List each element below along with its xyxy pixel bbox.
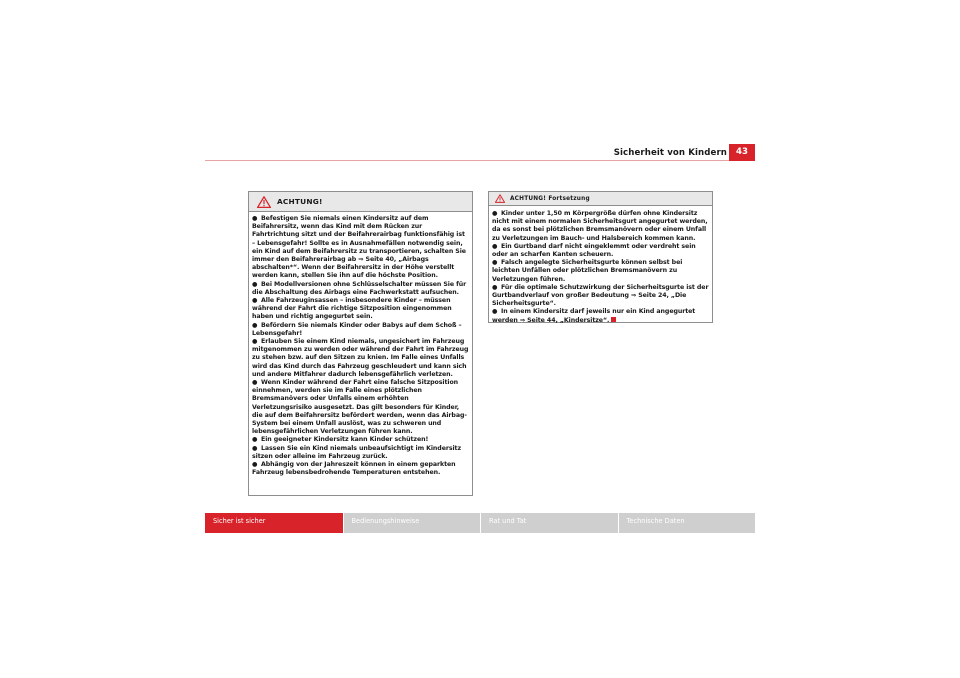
bullet-icon: ● — [252, 436, 258, 444]
bullet-icon: ● — [252, 280, 258, 288]
warning-item: ● In einem Kindersitz darf jeweils nur ein Kind angegurtet werden ⇒ Seite 44, „Kindersitze“. — [492, 308, 696, 324]
bullet-icon: ● — [252, 215, 258, 222]
warning-item: ● Erlauben Sie einem Kind niemals, ungesichert im Fahrzeug mitgenommen zu werden oder während der Fahrt im Fahrzeug zu stehen bzw. auf den Sitzen zu knien. Im Falle eines Unfalls wird das Kind durch das Fahrzeug geschleudert und kann sich und andere Mitfahrer dadurch lebensgefährlich verletzen. — [252, 338, 469, 378]
bullet-icon: ● — [252, 321, 258, 329]
warning-body — [489, 206, 712, 325]
bullet-icon: ● — [252, 338, 258, 346]
warning-triangle-icon — [495, 194, 505, 203]
warning-continued-box — [488, 191, 713, 323]
warning-body — [249, 212, 472, 478]
warning-item: ● Ein Gurtband darf nicht eingeklemmt oder verdreht sein oder an scharfen Kanten scheuern. — [492, 242, 696, 259]
warning-item: ● Für die optimale Schutzwirkung der Sicherheitsgurte ist der Gurtbandverlauf von großer Bedeutung ⇒ Seite 24, „Die Sicherheitsgurte“. — [492, 283, 709, 308]
bullet-icon: ● — [492, 283, 498, 291]
warning-item: ● Ein geeigneter Kindersitz kann Kinder schützen! — [252, 436, 429, 444]
warning-item: ● Lassen Sie ein Kind niemals unbeaufsichtigt im Kindersitz sitzen oder alleine im Fahrzeug zurück. — [252, 444, 462, 460]
footer-tabs — [205, 513, 755, 533]
warning-item: ● Alle Fahrzeuginsassen – insbesondere Kinder – müssen während der Fahrt die richtige Sitzposition eingenommen haben und richtig angegurtet sein. — [252, 297, 452, 321]
tab-rat-und-tat[interactable]: Rat und Tat — [480, 513, 618, 533]
warning-item: ● Wenn Kinder während der Fahrt eine falsche Sitzposition einnehmen, werden sie im Falle eines plötzlichen Bremsmanövers oder Unfalls einem erhöhten Verletzungsrisiko ausgesetzt. Das gilt besonders für Kinder, die auf dem Beifahrersitz befördert werden, wenn das Airbag-System bei einem Unfall auslöst, was zu schweren und lebensgefährlichen Verletzungen führen kann. — [252, 379, 467, 436]
warning-item: ● Kinder unter 1,50 m Körpergröße dürfen ohne Kindersitz nicht mit einem normalen Sicherheitsgurt angegurtet werden, da es sonst bei plötzlichen Bremsmanövern oder einem Unfall zu Verletzungen im Bauch- und Halsbereich kommen kann. — [492, 210, 708, 242]
warning-header — [489, 192, 712, 206]
bullet-icon: ● — [492, 259, 498, 267]
warning-item: ● Bei Modellversionen ohne Schlüsselschalter müssen Sie für die Abschaltung des Airbags eine Fachwerkstatt aufsuchen. — [252, 280, 467, 296]
header-rule — [205, 160, 755, 161]
bullet-icon: ● — [492, 242, 498, 250]
warning-triangle-icon — [257, 196, 271, 208]
tab-technische-daten[interactable]: Technische Daten — [618, 513, 756, 533]
tab-bedienungshinweise[interactable]: Bedienungshinweise — [343, 513, 481, 533]
warning-header — [249, 192, 472, 212]
bullet-icon: ● — [492, 210, 498, 217]
page-number: 43 — [729, 144, 755, 161]
warning-item: ● Befördern Sie niemals Kinder oder Babys auf dem Schoß – Lebensgefahr! — [252, 321, 462, 337]
end-marker-icon — [611, 317, 616, 322]
warning-title: ACHTUNG! — [277, 197, 323, 206]
warning-item: ● Falsch angelegte Sicherheitsgurte können selbst bei leichten Unfällen oder plötzlichen Bremsmanövern zu Verletzungen führen. — [492, 259, 683, 283]
warning-title: ACHTUNG! Fortsetzung — [510, 195, 590, 202]
bullet-icon: ● — [252, 461, 258, 469]
bullet-icon: ● — [252, 444, 258, 452]
warning-box — [248, 191, 473, 496]
bullet-icon: ● — [252, 297, 258, 305]
warning-item: ● Abhängig von der Jahreszeit können in einem geparkten Fahrzeug lebensbedrohende Temperaturen entstehen. — [252, 461, 456, 477]
tab-sicher-ist-sicher[interactable]: Sicher ist sicher — [205, 513, 343, 533]
warning-item: ● Befestigen Sie niemals einen Kindersitz auf dem Beifahrersitz, wenn das Kind mit dem Rücken zur Fahrtrichtung sitzt und der Beifahrerairbag funktionsfähig ist – Lebensgefahr! Sollte es in Ausnahmefällen notwendig sein, ein Kind auf dem Beifahrersitz zu transportieren, schalten Sie immer den Beifahrerairbag ab ⇒ Seite 40, „Airbags abschalten*“. Wenn der Beifahrersitz in der Höhe verstellt werden kann, stellen Sie ihn auf die höchste Position. — [252, 215, 466, 280]
bullet-icon: ● — [492, 308, 498, 316]
section-title: Sicherheit von Kindern — [613, 148, 727, 158]
bullet-icon: ● — [252, 379, 258, 387]
